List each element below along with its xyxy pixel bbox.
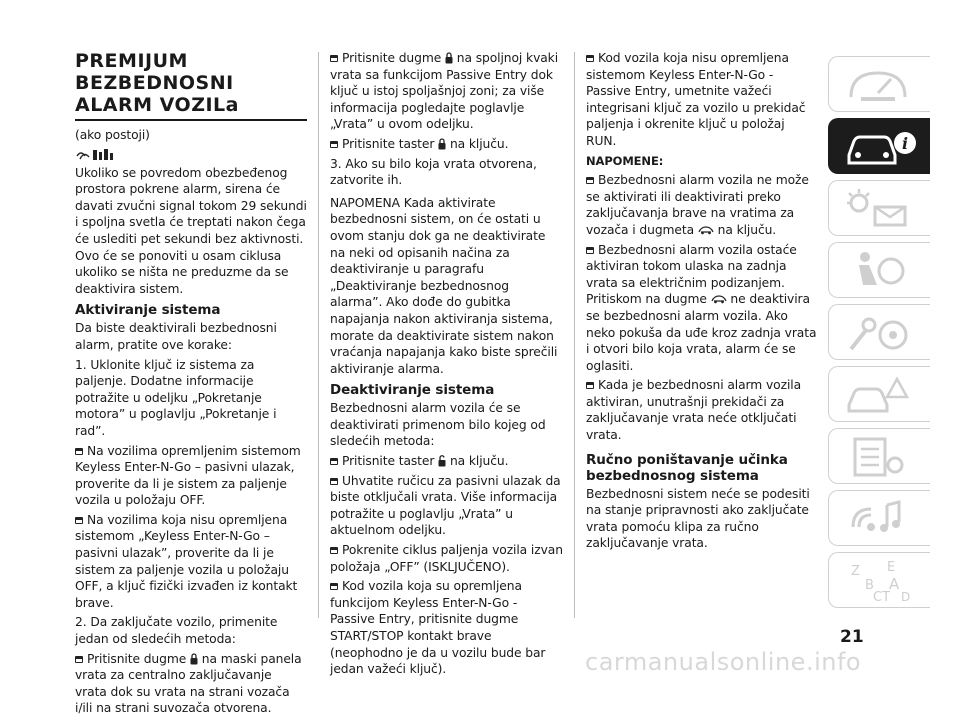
multimedia-icon: [843, 497, 913, 541]
tab-index[interactable]: [828, 552, 930, 608]
title-line-1: PREMIJUM BEZBEDNOSNI: [75, 50, 234, 94]
bullet-panel-button: Pritisnite dugme na maski panela vrata za centralno zaključavanje vrata dok su vrata na strani vozača i/ili na strani suvozača otvorena.: [75, 651, 307, 717]
activation-intro: Da biste deaktivirali bezbednosni alarm, pratite ove korake:: [75, 321, 277, 352]
intro-paragraph: Ukoliko se povredom obezbeđenog prostora pokrene alarm, sirena će davati zvučni signal tokom 29 sekundi i spoljna svetla će treptati nakon čega će uslediti pet sekundi bez aktivnosti. Ovo će se ponoviti u osam ciklusa ukoliko se ništa ne preduzme da se deaktivira sistem.: [75, 165, 307, 296]
page-number: 21: [840, 627, 864, 647]
bullet-handle-button: Pritisnite dugme na spoljnoj kvaki vrata sa funkcijom Passive Entry dok ključ u istoj spoljašnjoj zoni; za više informacija pogledajte poglavlje „Vrata” u ovom odeljku.: [330, 50, 564, 133]
wrench-wheel-icon: [843, 311, 913, 355]
tab-lights[interactable]: [828, 180, 930, 236]
column-1: [75, 50, 307, 720]
column-2: [330, 50, 564, 681]
bullet-key-unlock: Pritisnite taster na ključu.: [330, 453, 564, 470]
step-2: 2. Da zaključate vozilo, primenite jedan od sledećih metoda:: [75, 615, 278, 647]
column-3: [586, 50, 818, 555]
bullet-key-lock: Pritisnite taster na ključu.: [330, 136, 564, 153]
bullet-door-lock: Bezbednosni alarm vozila ne može se aktivirati ili deaktivirati preko zaključavanja brave na vratima za vozača i dugmeta na ključu.: [586, 172, 818, 238]
deactivation-heading: Deaktiviranje sistema: [330, 382, 495, 399]
airbag-icon: [843, 249, 913, 293]
optional-note: (ako postoji): [75, 128, 150, 142]
bullet-run-position: Kod vozila koja nisu opremljena sistemom Keyless Enter-N-Go - Passive Entry, umetnite važeći integrisani ključ za vozilo u prekidač paljenja i okrenite ključ u položaj RUN.: [586, 50, 818, 150]
svg-text:A: A: [889, 575, 900, 593]
title-line-2: ALARM VOZILa: [75, 94, 239, 116]
bullet-non-keyless: Na vozilima koja nisu opremljena sistemom „Keyless Enter-N-Go – pasivni ulazak”, proverite da li je sistem za paljenje vozila u položaju OFF, a ključ fizički izvađen iz kontakt brave.: [75, 512, 307, 612]
svg-text:E: E: [887, 560, 896, 575]
manual-override-heading: Ručno poništavanje učinka bezbednosnog sistema: [586, 451, 788, 484]
notes-label: NAPOMENE:: [586, 153, 664, 168]
bullet-liftgate: Bezbednosni alarm vozila ostaće aktiviran tokom ulaska na zadnja vrata sa električnim podizanjem. Pritiskom na dugme ne deaktivira se bezbednosni alarm vozila. Ako neko pokuša da uđe kroz zadnja vrata i otvori bilo koja vrata, alarm će se oglasiti.: [586, 242, 817, 373]
lock-icon: [445, 52, 453, 64]
svg-text:Z: Z: [851, 564, 860, 579]
svg-text:i: i: [902, 134, 909, 153]
svg-text:CT: CT: [873, 590, 891, 603]
tab-car-info[interactable]: [828, 118, 930, 174]
lights-icon: [843, 187, 913, 231]
bullet-passive-handle: Uhvatite ručicu za pasivni ulazak da biste otključali vrata. Više informacija potražite u poglavlju „Vrata” u aktuelnom odeljku.: [330, 473, 564, 539]
chapter-tabs: [828, 56, 930, 614]
warning-car-icon: [843, 373, 913, 417]
column-divider-1: [318, 52, 319, 618]
title-rule: [75, 119, 307, 121]
tab-multimedia[interactable]: [828, 490, 930, 546]
tab-wrench-wheel[interactable]: [828, 304, 930, 360]
page-title: [75, 50, 307, 116]
bullet-interior-switches: Kada je bezbednosni alarm vozila aktiviran, unutrašnji prekidači za zaključavanje vrata neće otključati vrata.: [586, 377, 818, 443]
activation-heading: Aktiviranje sistema: [75, 302, 221, 319]
note-paragraph: NAPOMENA Kada aktivirate bezbednosni sistem, on će ostati u ovom stanju dok ga ne deaktivirate na neki od opisanih načina za deaktiviranje u paragrafu „Deaktiviranje bezbednosnog alarma”. Ako dođe do gubitka napajanja nakon aktiviranja sistema, morate da deaktivirate sistem nakon vraćanja napajanja kako biste sprečili aktiviranje alarma.: [330, 195, 558, 376]
step-1: 1. Uklonite ključ iz sistema za paljenje. Dodatne informacije potražite u odeljku „Pokretanje motora” u poglavlju „Pokretanje i rad”.: [75, 357, 277, 438]
car-info-icon: [843, 125, 919, 169]
bullet-keyless: Na vozilima opremljenim sistemom Keyless Enter-N-Go – pasivni ulazak, proverite da li je sistem za paljenje vozila u položaju OFF.: [75, 443, 307, 509]
svg-text:D: D: [901, 590, 911, 603]
alarm-horn-icon: [75, 147, 117, 163]
specs-icon: [843, 435, 913, 479]
svg-text:B: B: [865, 578, 874, 593]
index-icon: [843, 559, 913, 603]
tab-dashboard[interactable]: [828, 56, 930, 112]
tab-airbag[interactable]: [828, 242, 930, 298]
watermark: carmanualsonline.info: [585, 648, 862, 676]
lock-icon: [438, 138, 446, 150]
feature-icons: [75, 147, 307, 163]
deactivation-intro: Bezbednosni alarm vozila će se deaktivirati primenom bilo kojeg od sledećih metoda:: [330, 401, 546, 449]
step-3: 3. Ako su bilo koja vrata otvorena, zatvorite ih.: [330, 156, 537, 188]
manual-override-text: Bezbednosni sistem neće se podesiti na stanje pripravnosti ako zaključate vrata pomoću klipa za ručno zaključavanje vrata.: [586, 486, 810, 551]
liftgate-icon: [698, 225, 714, 235]
liftgate-icon: [711, 294, 727, 304]
dashboard-icon: [843, 63, 913, 107]
bullet-ignition-cycle: Pokrenite ciklus paljenja vozila izvan položaja „OFF” (ISKLJUČENO).: [330, 543, 563, 574]
tab-warning[interactable]: [828, 366, 930, 422]
unlock-icon: [438, 455, 446, 467]
column-divider-2: [574, 52, 575, 618]
lock-icon: [190, 653, 198, 665]
tab-specs[interactable]: [828, 428, 930, 484]
bullet-start-stop: Kod vozila koja su opremljena funkcijom Keyless Enter-N-Go - Passive Entry, pritisnite dugme START/STOP kontakt brave (neophodno je da u vozilu bude bar jedan važeći ključ).: [330, 578, 564, 678]
